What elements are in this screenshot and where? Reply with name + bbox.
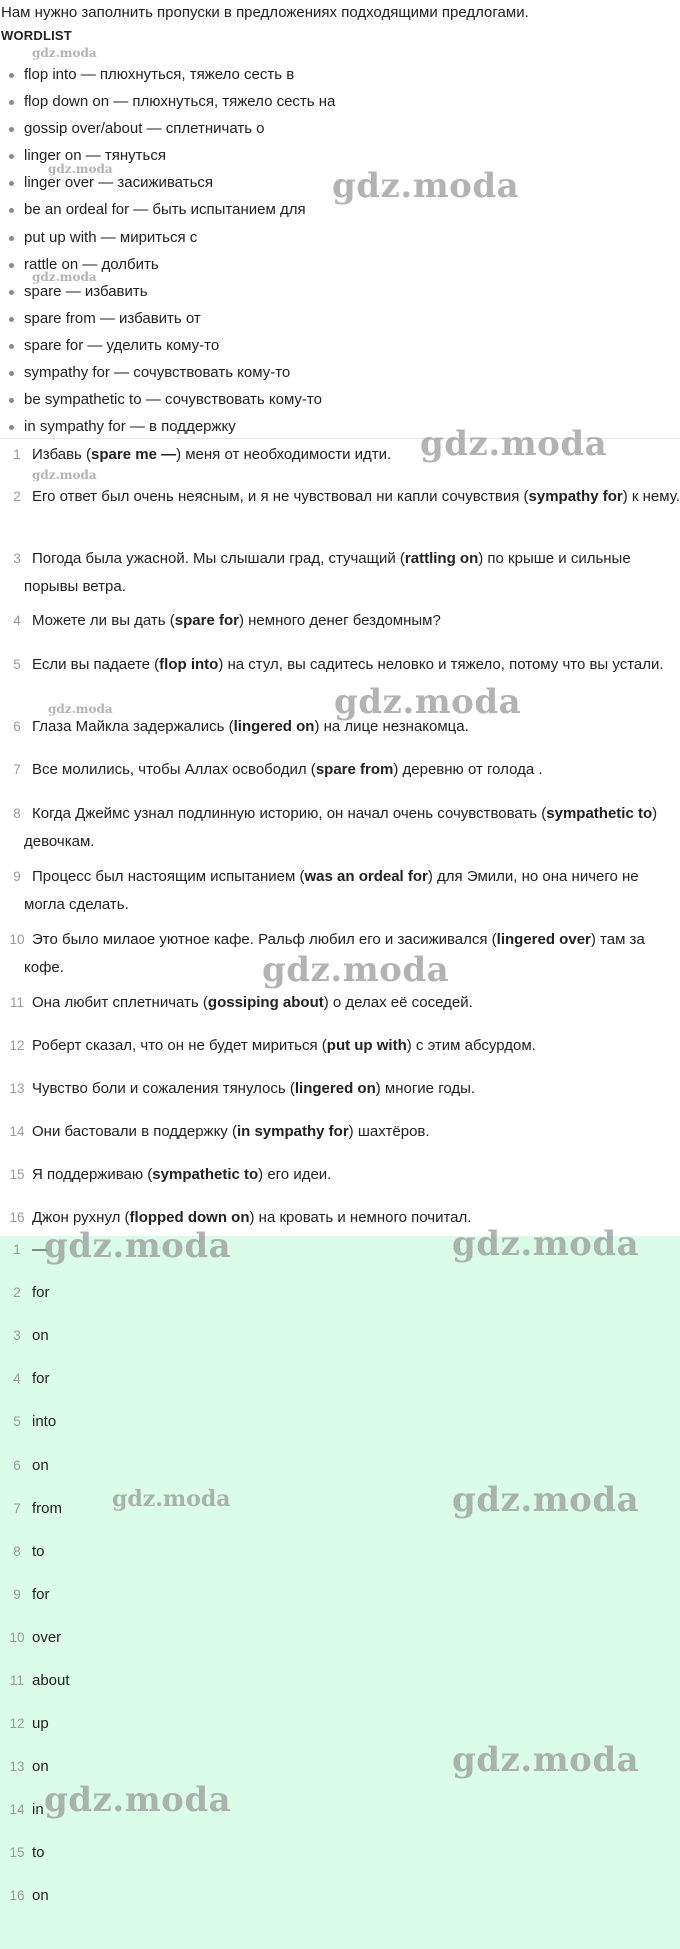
answer-row — [0, 1624, 680, 1652]
sentence-part: Я поддерживаю ( — [32, 1166, 153, 1183]
bullet-icon — [9, 154, 14, 159]
wordlist-item-text: linger over — засиживаться — [24, 174, 214, 192]
answer-value: in — [32, 1801, 44, 1818]
bullet-icon — [9, 398, 14, 403]
sentence-answer: flopped down on — [129, 1209, 250, 1226]
wordlist-title: WORDLIST — [1, 28, 72, 43]
sentence-answer: lingered over — [496, 931, 591, 948]
answer-row — [0, 1408, 680, 1436]
wordlist-item — [8, 336, 680, 363]
wordlist-item — [8, 146, 680, 173]
sentence-row — [0, 756, 680, 784]
answer-number: 5 — [13, 1414, 21, 1429]
sentence-part: Его ответ был очень неясным, и я не чувствовал ни капли сочувствия ( — [32, 488, 529, 505]
answer-row — [0, 1882, 680, 1910]
sentence-part: Джон рухнул ( — [32, 1209, 130, 1226]
watermark-logo: gdz.moda — [262, 950, 450, 990]
sentence-answer: lingered on — [294, 1080, 376, 1097]
sentence-number: 12 — [9, 1038, 25, 1053]
sentence-number: 8 — [13, 806, 21, 821]
watermark-logo: gdz.moda — [32, 46, 97, 60]
wordlist-item — [8, 228, 680, 255]
wordlist-item — [8, 92, 680, 119]
bullet-icon — [9, 371, 14, 376]
sentence-part: ) девочкам. — [24, 805, 658, 850]
watermark-logo: gdz.moda — [48, 162, 113, 176]
sentence-text — [0, 441, 680, 469]
wordlist-item-text: spare from — избавить от — [24, 309, 201, 327]
answer-number: 10 — [9, 1630, 25, 1645]
sentence-part: ) по крыше и сильные порывы ветра. — [24, 550, 631, 595]
answer-row — [0, 1581, 680, 1609]
answer-value: on — [32, 1758, 49, 1775]
sentence-row — [0, 713, 680, 741]
sentence-part: Они бастовали в поддержку ( — [32, 1123, 237, 1140]
answer-value: for — [32, 1284, 50, 1301]
wordlist-item — [8, 173, 680, 200]
bullet-icon — [9, 263, 14, 268]
answer-number: 1 — [13, 1242, 21, 1257]
sentence-text — [0, 1161, 680, 1189]
sentence-number: 11 — [9, 995, 24, 1010]
sentence-text — [0, 483, 680, 511]
sentence-part: ) на лице незнакомца. — [314, 718, 469, 735]
wordlist-item — [8, 200, 680, 227]
sentence-text — [0, 989, 680, 1017]
intro-text: Нам нужно заполнить пропуски в предложениях подходящими предлогами. — [1, 4, 529, 21]
answer-value: up — [32, 1715, 49, 1732]
sentence-part: ) о делах её соседей. — [323, 994, 473, 1011]
sentence-answer: sympathy for — [528, 488, 623, 505]
answer-value: on — [32, 1887, 49, 1904]
sentence-text — [0, 756, 680, 784]
sentence-part: Чувство боли и сожаления тянулось ( — [32, 1080, 295, 1097]
sentence-row — [0, 607, 680, 635]
sentence-part: ) к нему. — [622, 488, 680, 505]
watermark-logo: gdz.moda — [420, 424, 608, 464]
sentence-number: 10 — [9, 932, 25, 947]
sentence-part: Избавь ( — [32, 446, 92, 463]
sentence-row — [0, 863, 680, 919]
sentence-number: 3 — [13, 551, 21, 566]
sentence-number: 4 — [13, 613, 21, 628]
sentence-text — [0, 1118, 680, 1146]
sentence-part: ) на стул, вы садитесь неловко и тяжело, потому что вы устали. — [218, 656, 664, 673]
answers-panel — [0, 1236, 680, 1949]
answer-value: from — [32, 1500, 62, 1517]
sentence-part: Можете ли вы дать ( — [32, 612, 175, 629]
answer-row — [0, 1839, 680, 1867]
answer-value: — — [32, 1241, 47, 1258]
sentence-part: Погода была ужасной. Мы слышали град, стучащий ( — [32, 550, 405, 567]
answer-row — [0, 1538, 680, 1566]
sentence-text — [0, 926, 680, 982]
wordlist-item-text: gossip over/about — сплетничать о — [24, 120, 265, 138]
sentence-row — [0, 1075, 680, 1103]
sentence-text — [0, 863, 680, 919]
bullet-icon — [9, 317, 14, 322]
sentence-answer: sympathetic to — [546, 805, 653, 822]
sentence-text — [0, 713, 680, 741]
answer-value: on — [32, 1327, 49, 1344]
watermark-logo: gdz.moda — [44, 1226, 232, 1266]
answer-row — [0, 1365, 680, 1393]
sentence-answer: sympathetic to — [152, 1166, 259, 1183]
wordlist-item-text: in sympathy for — в поддержку — [24, 418, 236, 436]
answer-number: 12 — [9, 1716, 25, 1731]
bullet-icon — [9, 236, 14, 241]
sentence-text — [0, 1032, 680, 1060]
answer-row — [0, 1452, 680, 1480]
wordlist-item-text: flop into — плюхнуться, тяжело сесть в — [24, 66, 295, 83]
sentence-number: 16 — [9, 1210, 25, 1225]
sentence-row — [0, 800, 680, 856]
wordlist-item-text: spare — избавить — [24, 282, 148, 300]
sentence-part: Процесс был настоящим испытанием ( — [32, 868, 305, 885]
sentence-answer: flop into — [159, 656, 219, 673]
wordlist-item — [8, 309, 680, 336]
sentence-part: Если вы падаете ( — [32, 656, 160, 673]
wordlist-item-text: sympathy for — сочувствовать кому-то — [24, 364, 291, 382]
sentence-part: Она любит сплетничать ( — [32, 994, 208, 1011]
answer-row — [0, 1796, 680, 1824]
wordlist — [8, 65, 680, 444]
wordlist-item — [8, 255, 680, 282]
sentence-number: 2 — [13, 489, 21, 504]
sentence-text — [0, 800, 680, 856]
sentence-part: ) его идеи. — [258, 1166, 332, 1183]
sentence-answer: put up with — [326, 1037, 407, 1054]
sentence-part: ) там за кофе. — [24, 931, 645, 976]
answer-value: on — [32, 1457, 49, 1474]
wordlist-item — [8, 119, 680, 146]
sentence-part: ) на кровать и немного почитал. — [249, 1209, 472, 1226]
sentence-text — [0, 1204, 680, 1232]
sentence-part: ) немного денег бездомным? — [238, 612, 441, 629]
sentence-answer: rattling on — [404, 550, 479, 567]
answer-row — [0, 1495, 680, 1523]
sentence-row — [0, 651, 680, 679]
answer-row — [0, 1753, 680, 1781]
wordlist-item — [8, 390, 680, 417]
sentence-answer: in sympathy for — [236, 1123, 349, 1140]
sentence-part: ) многие годы. — [375, 1080, 476, 1097]
answer-row — [0, 1236, 680, 1264]
answer-number: 8 — [13, 1544, 21, 1559]
wordlist-item-text: spare for — уделить кому-то — [24, 336, 220, 354]
watermark-logo: gdz.moda — [334, 682, 522, 722]
watermark-logo: gdz.moda — [452, 1480, 640, 1520]
sentence-answer: lingered on — [233, 718, 315, 735]
sentence-row — [0, 483, 680, 511]
answer-value: to — [32, 1543, 45, 1560]
wordlist-item-text: rattle on — долбить — [24, 255, 159, 273]
sentence-answer: spare me — — [91, 446, 177, 463]
wordlist-item-text: linger on — тянуться — [24, 147, 166, 165]
bullet-icon — [9, 73, 14, 78]
sentence-part: ) для Эмили, но она ничего не могла сделать. — [24, 868, 639, 913]
watermark-logo: gdz.moda — [44, 1780, 232, 1820]
sentence-row — [0, 545, 680, 601]
wordlist-item-text: flop down on — плюхнуться, тяжело сесть на — [24, 93, 336, 111]
watermark-logo: gdz.moda — [112, 1486, 231, 1512]
sentence-row — [0, 1118, 680, 1146]
answer-number: 16 — [9, 1888, 25, 1903]
sentence-number: 5 — [13, 657, 21, 672]
answer-row — [0, 1710, 680, 1738]
sentence-answer: was an ordeal for — [304, 868, 428, 885]
answer-number: 4 — [13, 1371, 21, 1386]
sentence-part: ) шахтёров. — [348, 1123, 430, 1140]
answer-number: 3 — [13, 1328, 21, 1343]
sentence-row — [0, 989, 680, 1017]
wordlist-item-text: put up with — мириться с — [24, 228, 198, 246]
answer-row — [0, 1667, 680, 1695]
sentence-text — [0, 1075, 680, 1103]
sentence-part: Роберт сказал, что он не будет мириться ( — [32, 1037, 327, 1054]
bullet-icon — [9, 425, 14, 430]
wordlist-item — [8, 363, 680, 390]
answer-number: 11 — [9, 1673, 24, 1688]
sentence-row — [0, 1204, 680, 1232]
sentence-number: 15 — [9, 1167, 25, 1182]
sentence-part: Все молились, чтобы Аллах освободил ( — [32, 761, 316, 778]
wordlist-item — [8, 65, 680, 92]
answer-number: 14 — [9, 1802, 25, 1817]
divider — [0, 438, 680, 439]
sentence-number: 7 — [13, 762, 21, 777]
answer-number: 2 — [13, 1285, 21, 1300]
sentence-row — [0, 926, 680, 982]
answer-value: for — [32, 1370, 50, 1387]
answer-value: into — [32, 1413, 57, 1430]
answer-number: 15 — [9, 1845, 25, 1860]
watermark-logo: gdz.moda — [452, 1740, 640, 1780]
wordlist-item — [8, 282, 680, 309]
answer-number: 6 — [13, 1458, 21, 1473]
sentence-number: 1 — [13, 447, 21, 462]
sentence-answer: spare for — [174, 612, 239, 629]
sentence-text — [0, 545, 680, 601]
answer-value: for — [32, 1586, 50, 1603]
sentence-part: ) с этим абсурдом. — [406, 1037, 536, 1054]
bullet-icon — [9, 100, 14, 105]
wordlist-item-text: be sympathetic to — сочувствовать кому-то — [24, 391, 322, 409]
sentence-text — [0, 607, 680, 635]
sentence-answer: gossiping about — [207, 994, 324, 1011]
watermark-logo: gdz.moda — [332, 166, 520, 206]
sentence-answer: spare from — [315, 761, 394, 778]
sentence-number: 14 — [9, 1124, 25, 1139]
answer-value: over — [32, 1629, 62, 1646]
sentence-text — [0, 651, 680, 679]
bullet-icon — [9, 344, 14, 349]
sentence-row — [0, 1032, 680, 1060]
watermark-logo: gdz.moda — [32, 468, 97, 482]
sentence-part: Глаза Майкла задержались ( — [32, 718, 234, 735]
sentence-number: 13 — [9, 1081, 25, 1096]
wordlist-item-text: be an ordeal for — быть испытанием для — [24, 201, 306, 219]
answer-value: about — [32, 1672, 70, 1689]
sentence-part: Когда Джеймс узнал подлинную историю, он начал очень сочувствовать ( — [32, 805, 547, 822]
sentence-number: 6 — [13, 719, 21, 734]
bullet-icon — [9, 290, 14, 295]
sentence-row — [0, 441, 680, 469]
watermark-logo: gdz.moda — [48, 702, 113, 716]
answer-number: 9 — [13, 1587, 21, 1602]
sentence-row — [0, 1161, 680, 1189]
answer-row — [0, 1322, 680, 1350]
sentence-part: ) деревню от голода . — [393, 761, 543, 778]
sentence-number: 9 — [13, 869, 21, 884]
bullet-icon — [9, 208, 14, 213]
watermark-logo: gdz.moda — [32, 270, 97, 284]
answer-number: 7 — [13, 1501, 21, 1516]
answer-number: 13 — [9, 1759, 25, 1774]
answer-value: to — [32, 1844, 45, 1861]
sentence-part: ) меня от необходимости идти. — [176, 446, 392, 463]
answer-row — [0, 1279, 680, 1307]
bullet-icon — [9, 127, 14, 132]
watermark-logo: gdz.moda — [452, 1224, 640, 1264]
sentence-part: Это было милаое уютное кафе. Ральф любил его и засиживался ( — [32, 931, 497, 948]
bullet-icon — [9, 181, 14, 186]
